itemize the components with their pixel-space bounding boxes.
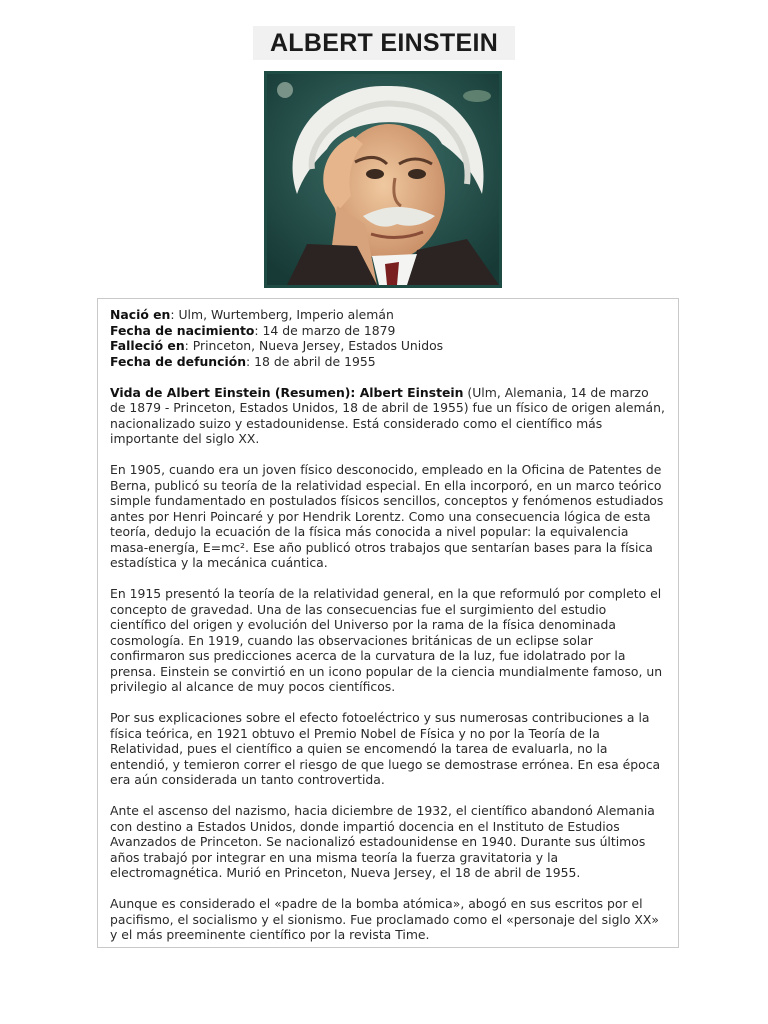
fact-label: Falleció en — [110, 338, 185, 353]
fact-value: : Ulm, Wurtemberg, Imperio alemán — [170, 307, 394, 322]
biography-box — [97, 298, 679, 948]
paragraph-1905: En 1905, cuando era un joven físico desconocido, empleado en la Oficina de Patentes de Berna, publicó su teoría de la relatividad especial. En ella incorporó, en un marco teórico simple fundamentado en postulados físicos sencillos, conceptos y fenómenos estudiados antes por Henri Poincaré y por Hendrik Lorentz. Como una consecuencia lógica de esta teoría, dedujo la ecuación de la física más conocida a nivel popular: la equivalencia masa-energía, E=mc². Ese año publicó otros trabajos que sentarían bases para la física estadística y la mecánica cuántica. — [110, 462, 664, 570]
fact-value: : 14 de marzo de 1879 — [254, 322, 396, 338]
page-title: ALBERT EINSTEIN — [269, 29, 499, 57]
title-banner — [253, 26, 515, 60]
paragraph-1915: En 1915 presentó la teoría de la relatividad general, en la que reformuló por completo el concepto de gravedad. Una de las consecuencias fue el surgimiento del estudio científico del origen y evolución del Universo por la rama de la física denominada cosmología. En 1919, cuando las observaciones británicas de un eclipse solar confirmaron sus predicciones acerca de la curvatura de la luz, fue idolatrado por la prensa. Einstein se convirtió en un icono popular de la ciencia mundialmente famoso, un privilegio al alcance de muy pocos científicos. — [110, 586, 663, 694]
paragraph-nazism: Ante el ascenso del nazismo, hacia diciembre de 1932, el científico abandonó Alemania con destino a Estados Unidos, donde impartió docencia en el Instituto de Estudios Avanzados de Princeton. Se nacionalizó estadounidense en 1940. Durante sus últimos años trabajó por integrar en una misma teoría la fuerza gravitatoria y la electromagnética. Murió en Princeton, Nueva Jersey, el 18 de abril de 1955. — [110, 803, 655, 880]
facts-list — [110, 307, 666, 369]
einstein-portrait-illustration — [267, 74, 499, 285]
summary-paragraph — [110, 385, 666, 447]
paragraph-nobel: Por sus explicaciones sobre el efecto fotoeléctrico y sus numerosas contribuciones a la física teórica, en 1921 obtuvo el Premio Nobel de Física y no por la Teoría de la Relatividad, pues el científico a quien se encomendó la tarea de evaluarla, no la entendió, y temieron correr el riesgo de que luego se demostrase errónea. En esa época era aún considerada un tanto controvertida. — [110, 710, 661, 787]
fact-label: Nació en — [110, 307, 171, 322]
fact-label: Fecha de nacimiento — [110, 322, 255, 338]
fact-birthplace — [110, 307, 666, 323]
fact-deathdate — [110, 354, 666, 370]
paragraph-legacy: Aunque es considerado el «padre de la bomba atómica», abogó en sus escritos por el pacifismo, el socialismo y el sionismo. Fue proclamado como el «personaje del siglo XX» y el más preeminente científico por la revista Time. — [110, 896, 659, 942]
summary-heading: Vida de Albert Einstein (Resumen): — [110, 384, 360, 400]
fact-birthdate — [110, 323, 666, 339]
summary-text: (Ulm, Alemania, 14 de marzo de 1879 - Princeton, Estados Unidos, 18 de abril de 1955) fue un físico de origen alemán, nacionalizado suizo y estadounidense. Está considerado como el científico más importante del siglo XX. — [110, 384, 665, 446]
fact-value: : 18 de abril de 1955 — [246, 353, 376, 369]
fact-value: : Princeton, Nueva Jersey, Estados Unidos — [184, 338, 444, 353]
portrait-image — [264, 71, 502, 288]
fact-label: Fecha de defunción — [110, 353, 247, 369]
fact-deathplace — [110, 338, 666, 354]
summary-name: Albert Einstein — [359, 384, 464, 400]
